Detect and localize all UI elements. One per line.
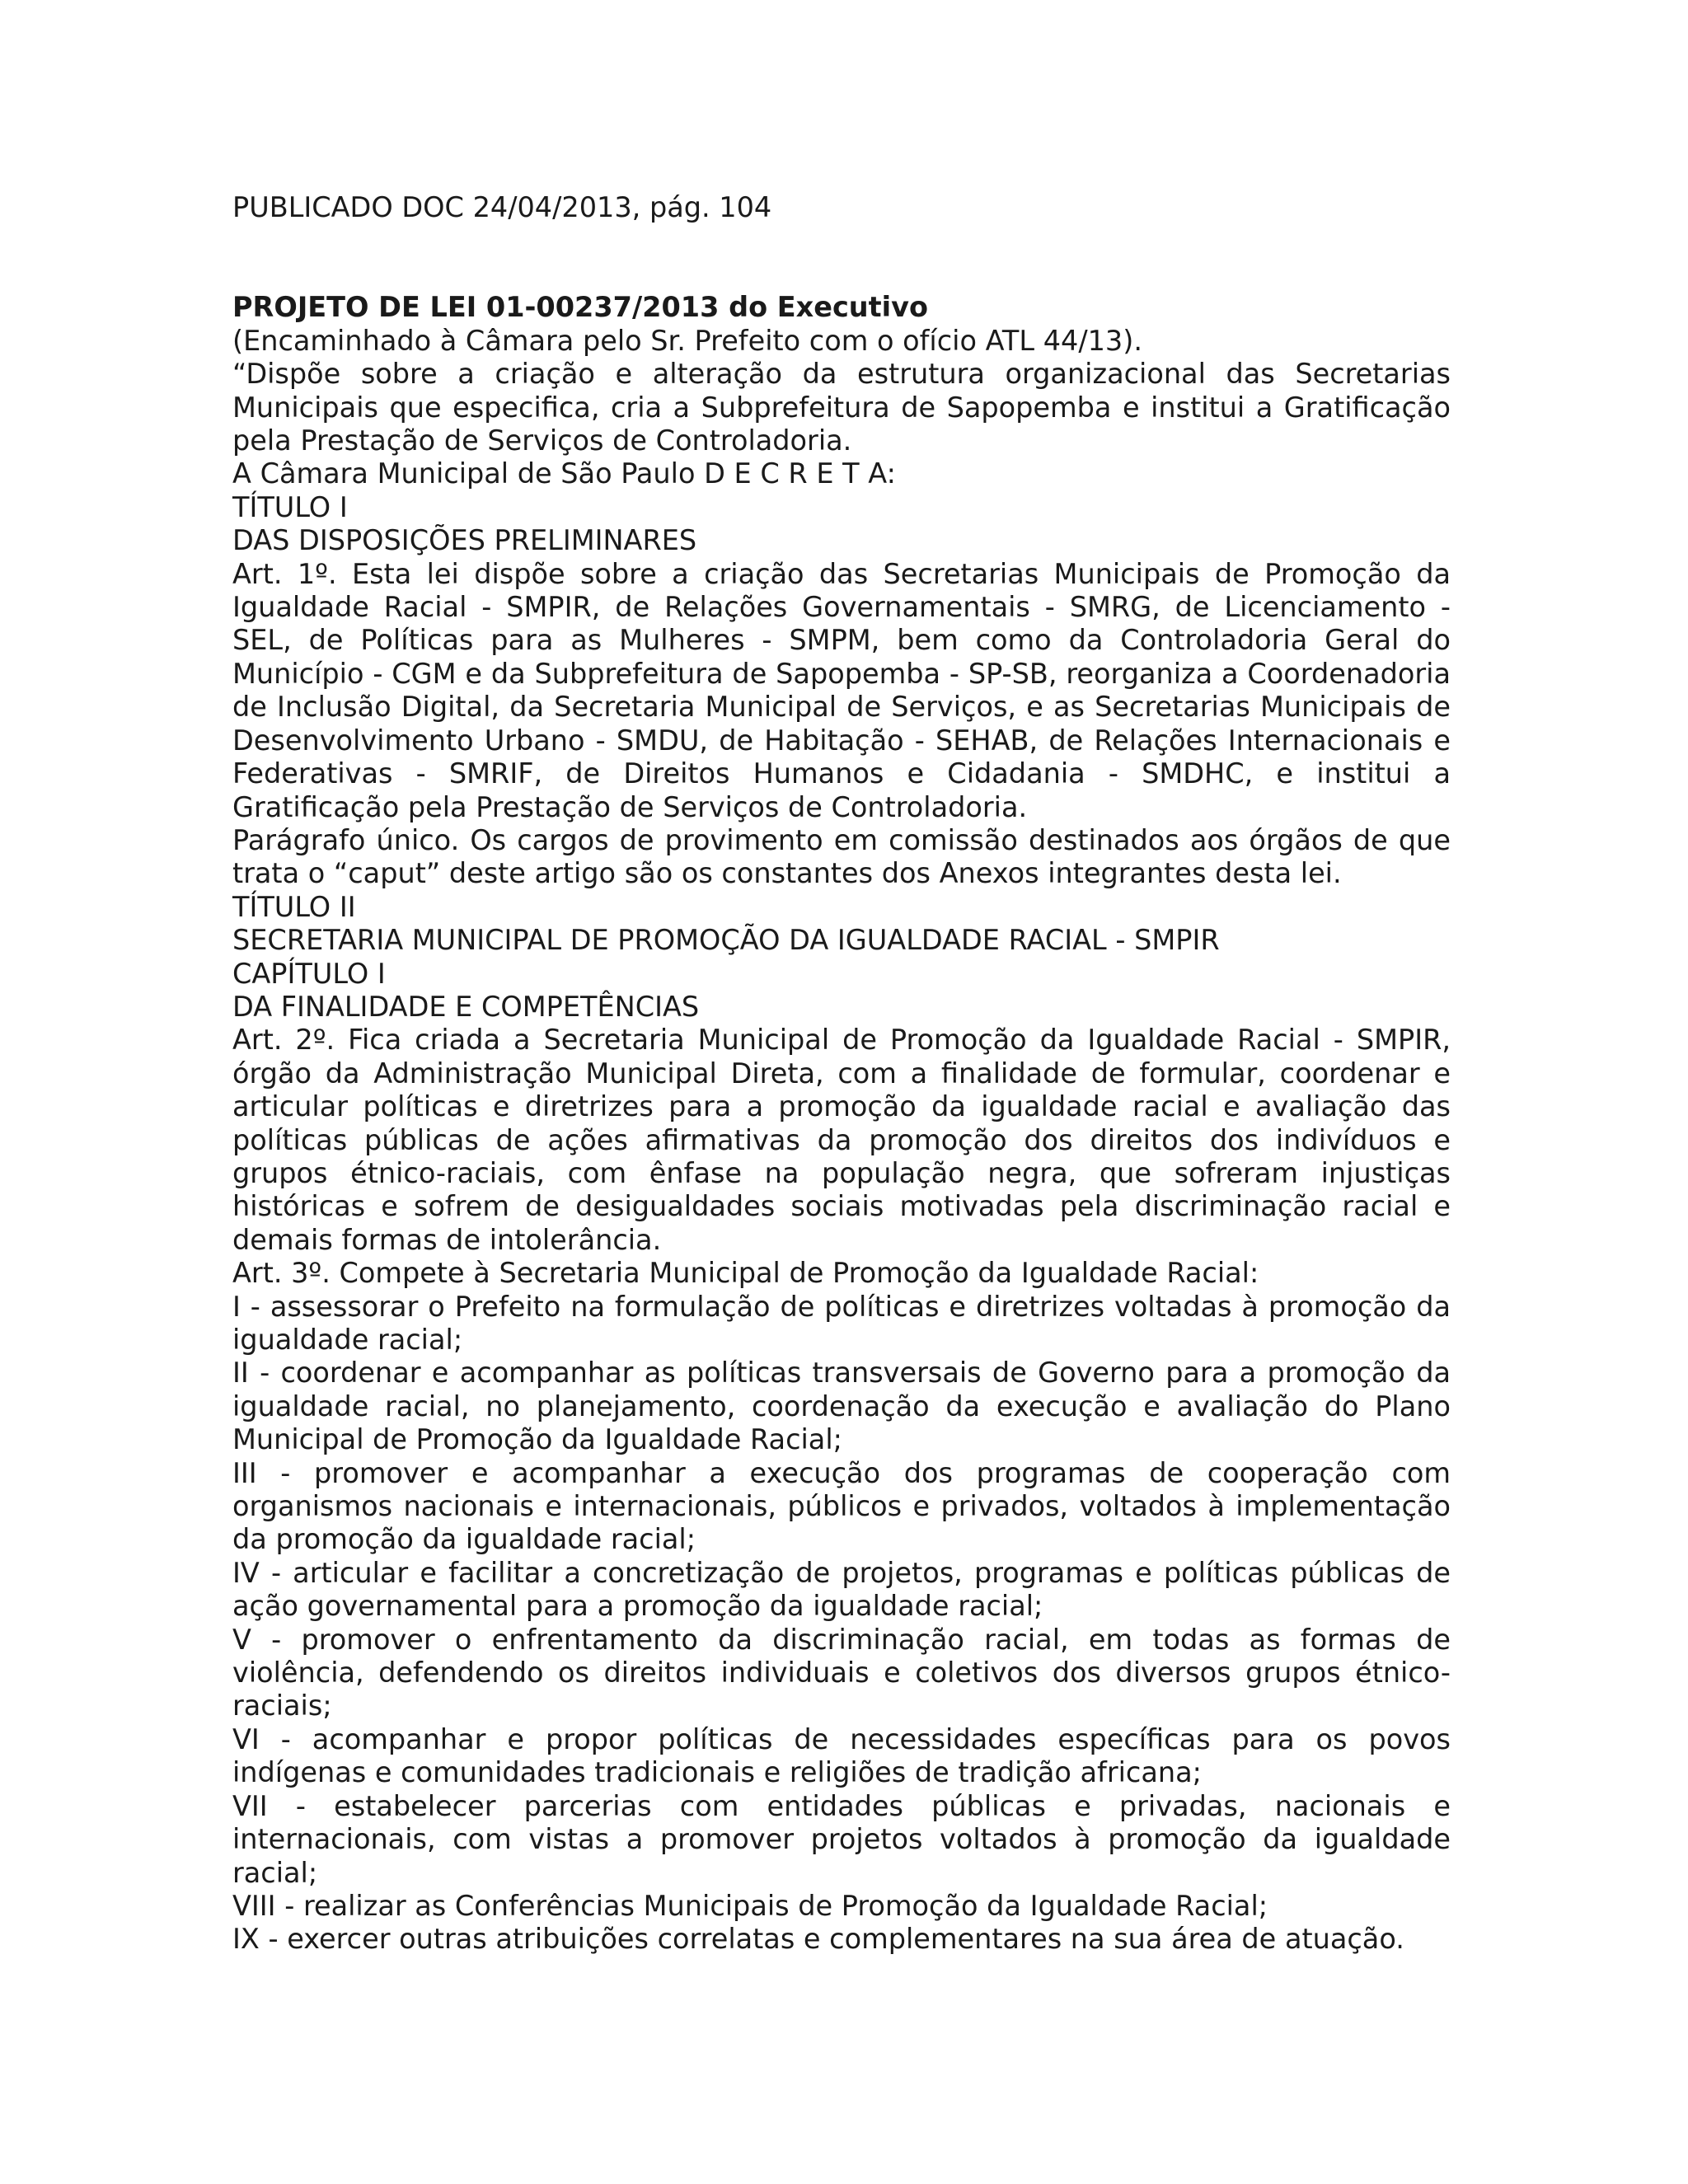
article-2: Art. 2º. Fica criada a Secretaria Municipal de Promoção da Igualdade Racial - SMPIR, órgão da Administração Municipal Direta, com a finalidade de formular, coordenar e articular políticas e diretrizes para a promoção da igualdade racial e avaliação das políticas públicas de ações afirmativas da promoção dos direitos dos indivíduos e grupos étnico-raciais, com ênfase na população negra, que sofreram injustiças históricas e sofrem de desigualdades sociais motivadas pela discriminação racial e demais formas de intolerância. — [232, 1024, 1451, 1256]
title-i-name: DAS DISPOSIÇÕES PRELIMINARES — [232, 524, 697, 557]
article-3-item: VII - estabelecer parcerias com entidades públicas e privadas, nacionais e internacionais, com vistas a promover projetos voltados à promoção da igualdade racial; — [232, 1789, 1451, 1889]
title-i-heading: TÍTULO I — [232, 490, 348, 523]
article-3-item: VI - acompanhar e propor políticas de necessidades específicas para os povos indígenas e comunidades tradicionais e religiões de tradição africana; — [232, 1722, 1451, 1789]
article-3-item: IX - exercer outras atribuições correlatas e complementares na sua área de atuação. — [232, 1923, 1404, 1956]
title-ii-name: SECRETARIA MUNICIPAL DE PROMOÇÃO DA IGUALDADE RACIAL - SMPIR — [232, 924, 1220, 957]
forwarded-note: (Encaminhado à Câmara pelo Sr. Prefeito com o ofício ATL 44/13). — [232, 324, 1142, 357]
title-ii-heading: TÍTULO II — [232, 890, 356, 923]
decree-line: A Câmara Municipal de São Paulo D E C R E T A: — [232, 457, 896, 490]
article-3-item: V - promover o enfrentamento da discriminação racial, em todas as formas de violência, defendendo os direitos individuais e coletivos dos diversos grupos étnico-raciais; — [232, 1623, 1451, 1722]
article-3: Art. 3º. Compete à Secretaria Municipal de Promoção da Igualdade Racial: — [232, 1257, 1259, 1290]
article-1: Art. 1º. Esta lei dispõe sobre a criação das Secretarias Municipais de Promoção da Igualdade Racial - SMPIR, de Relações Governamentais - SMRG, de Licenciamento - SEL, de Políticas para as Mulheres - SMPM, bem como da Controladoria Geral do Município - CGM e da Subprefeitura de Sapopemba - SP-SB, reorganiza a Coordenadoria de Inclusão Digital, da Secretaria Municipal de Serviços, e as Secretarias Municipais de Desenvolvimento Urbano - SMDU, de Habitação - SEHAB, de Relações Internacionais e Federativas - SMRIF, de Direitos Humanos e Cidadania - SMDHC, e institui a Gratificação pela Prestação de Serviços de Controladoria. — [232, 557, 1451, 823]
article-3-item: IV - articular e facilitar a concretização de projetos, programas e políticas públicas de ação governamental para a promoção da igualdade racial; — [232, 1556, 1451, 1623]
article-3-item: II - coordenar e acompanhar as políticas transversais de Governo para a promoção da igualdade racial, no planejamento, coordenação da execução e avaliação do Plano Municipal de Promoção da Igualdade Racial; — [232, 1357, 1451, 1456]
law-summary: “Dispõe sobre a criação e alteração da estrutura organizacional das Secretarias Municipais que especifica, cria a Subprefeitura de Sapopemba e institui a Gratificação pela Prestação de Serviços de Controladoria. — [232, 358, 1451, 457]
chapter-i-name: DA FINALIDADE E COMPETÊNCIAS — [232, 990, 700, 1023]
law-title: PROJETO DE LEI 01-00237/2013 do Executivo — [232, 291, 929, 324]
article-3-item: VIII - realizar as Conferências Municipais de Promoção da Igualdade Racial; — [232, 1889, 1268, 1922]
article-3-item: III - promover e acompanhar a execução dos programas de cooperação com organismos nacionais e internacionais, públicos e privados, voltados à implementação da promoção da igualdade racial; — [232, 1456, 1451, 1556]
publication-header: PUBLICADO DOC 24/04/2013, pág. 104 — [232, 191, 772, 223]
chapter-i-heading: CAPÍTULO I — [232, 957, 386, 990]
document-page — [232, 191, 1451, 1957]
article-1-paragraph: Parágrafo único. Os cargos de provimento em comissão destinados aos órgãos de que trata o “caput” deste artigo são os constantes dos Anexos integrantes desta lei. — [232, 823, 1451, 890]
article-3-item: I - assessorar o Prefeito na formulação de políticas e diretrizes voltadas à promoção da igualdade racial; — [232, 1290, 1451, 1356]
